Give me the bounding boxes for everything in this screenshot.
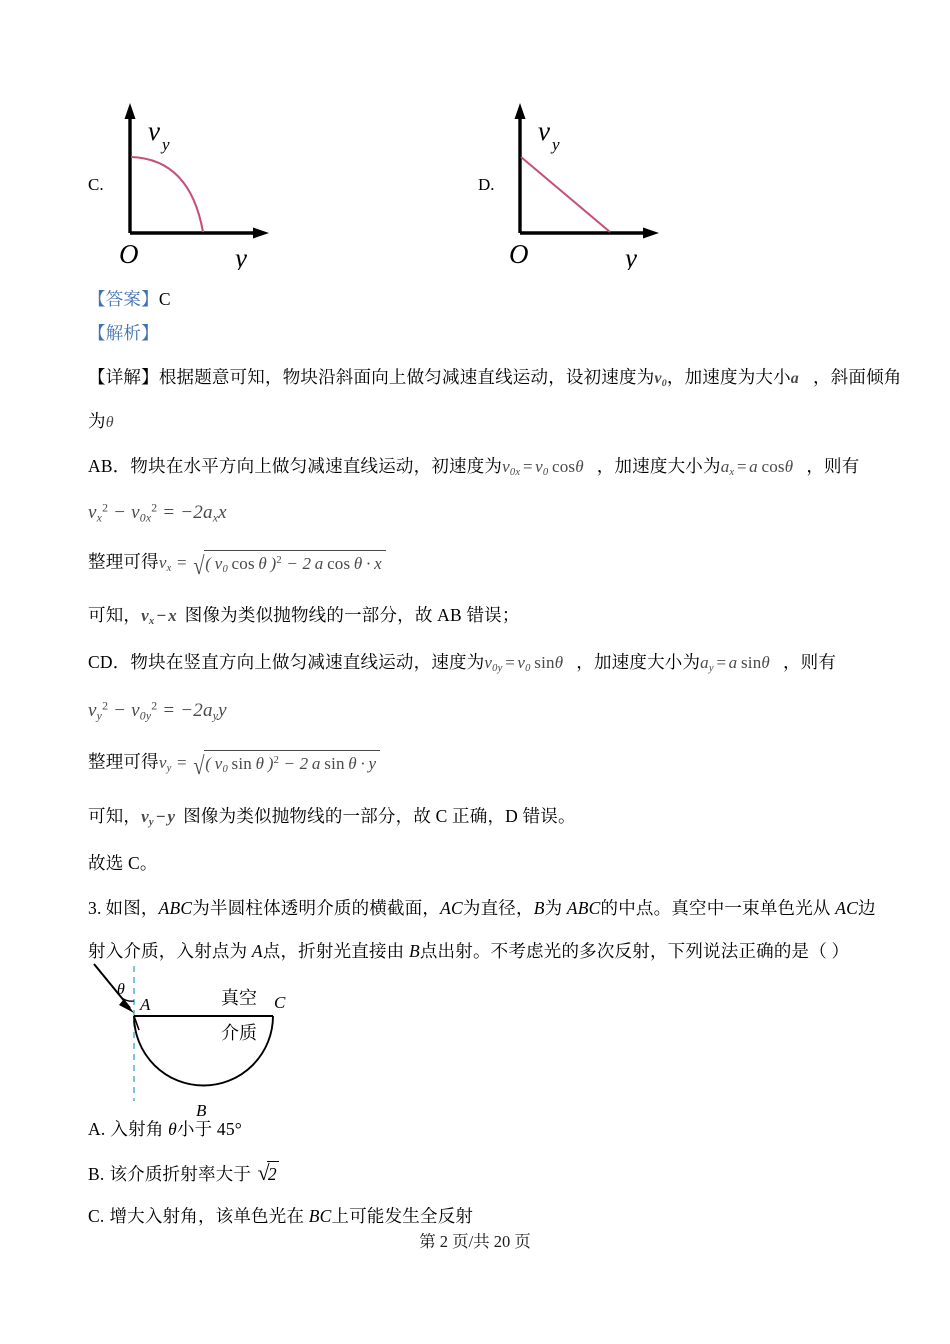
q3-t1c: 为直径， — [462, 898, 534, 918]
answer-line — [88, 288, 171, 312]
cd-text-3: ，则有 — [782, 652, 837, 672]
q3-i2: AC — [440, 898, 463, 918]
ab-conclusion-b: 图像为类似抛物线的一部分，故 AB 错误； — [184, 605, 520, 625]
svg-text:y: y — [235, 243, 247, 270]
question3-line-1 — [88, 897, 876, 921]
analysis-tag: 【解析】 — [88, 323, 159, 343]
ab-conclusion — [88, 604, 520, 629]
option-c-svg — [90, 95, 310, 270]
eq-v0x: $v_{0x}$ = $v_0$ cosθ — [502, 457, 584, 478]
q3-option-c-sym: BC — [308, 1206, 332, 1226]
label-theta: θ — [117, 981, 125, 998]
eq-ax: $a_x$ = a cosθ — [720, 457, 794, 478]
ab-conclusion-a: 可知， — [88, 605, 142, 625]
q3-t1a: 如图， — [105, 898, 159, 918]
q3-t1e: 的中点。真空中一束单色光从 — [600, 898, 836, 918]
label-B: B — [196, 1101, 207, 1120]
q3-option-a-key: A. — [88, 1119, 106, 1139]
ab-tidy-line — [88, 550, 386, 580]
final-choice: 故选 C。 — [88, 853, 158, 873]
eq-vy-y: $v_y$ − y — [141, 807, 176, 828]
ab-text-2: ，加速度大小为 — [596, 456, 721, 476]
label-vacuum: 真空 — [221, 988, 257, 1008]
ab-text-3: ，则有 — [806, 456, 860, 476]
question3-figure — [90, 958, 390, 1123]
q3-i5: AC — [835, 898, 858, 918]
label-C: C — [274, 993, 286, 1012]
q3-option-c[interactable] — [88, 1205, 473, 1229]
answer-value: C — [158, 289, 171, 309]
semicircle-optics-diagram — [90, 958, 390, 1123]
svg-text:y: y — [625, 243, 637, 270]
svg-text:O: O — [119, 239, 139, 269]
svg-text:v: v — [538, 116, 550, 146]
q3-i3: B — [533, 898, 545, 918]
svg-text:y: y — [552, 135, 560, 154]
q3-i4: ABC — [566, 898, 601, 918]
label-A: A — [140, 995, 151, 1014]
ab-formula: $v_x^2 - v_{0x}^2 = -2a_xx$ — [88, 501, 227, 525]
detail-text-1b: ，加速度为大小 — [666, 367, 791, 387]
q3-i7: B — [408, 941, 420, 961]
cd-conclusion-b: 图像为类似抛物线的一部分，故 C 正确，D 错误。 — [183, 806, 576, 826]
option-d-svg — [480, 95, 700, 270]
cd-prefix: CD． — [88, 652, 131, 672]
ab-tidy-label: 整理可得 — [88, 551, 159, 572]
answer-tag: 【答案】 — [88, 289, 159, 309]
q3-option-a-text-b: 小于 45° — [176, 1119, 242, 1139]
detail-text-1a: 根据题意可知，物块沿斜面向上做匀减速直线运动，设初速度为 — [158, 367, 655, 387]
cd-tidy-formula: $v_y$ = √( $v_0$ sin θ )$^2$ − 2 a sin θ · y — [159, 753, 380, 772]
svg-text:v: v — [148, 116, 160, 146]
cd-text-1: 物块在竖直方向上做匀减速直线运动，速度为 — [130, 652, 485, 672]
ab-tidy-formula: $v_x$ = √( $v_0$ cos θ )$^2$ − 2 a cos θ · x — [159, 553, 386, 572]
cd-text-2: ，加速度大小为 — [576, 652, 701, 672]
option-d-label: D. — [478, 175, 495, 194]
option-c-graph — [90, 95, 310, 270]
cd-formula: $v_y^2 - v_{0y}^2 = -2a_yy$ — [88, 699, 227, 723]
q3-t1f: 边 — [857, 898, 876, 918]
cd-tidy-label: 整理可得 — [88, 751, 159, 772]
q3-option-b-radicand: 2 — [267, 1161, 279, 1187]
option-c-label: C. — [88, 175, 104, 194]
svg-text:O: O — [509, 239, 529, 269]
eq-theta: θ — [105, 414, 114, 431]
detail-text-1c: ，斜面倾角 — [813, 367, 902, 387]
q3-option-c-text-b: 上可能发生全反射 — [331, 1206, 474, 1226]
label-medium: 介质 — [221, 1023, 257, 1043]
eq-ay: $a_y$ = a sinθ — [700, 653, 770, 674]
q3-i1: ABC — [158, 898, 193, 918]
q3-i6: A — [251, 941, 263, 961]
q3-option-b[interactable] — [88, 1161, 279, 1187]
q3-t1b: 为半圆柱体透明介质的横截面， — [192, 898, 441, 918]
ab-analysis-line — [88, 455, 859, 480]
eq-v0y: $v_{0y}$ = $v_0$ sinθ — [484, 653, 564, 674]
question3-number: 3. — [88, 898, 102, 918]
option-d-graph — [480, 95, 700, 270]
sqrt-2-symbol: √2 — [257, 1161, 277, 1185]
q3-option-a-sym: θ — [168, 1119, 177, 1139]
q3-t2c: 点出射。不考虑光的多次反射，下列说法正确的是（ ） — [419, 941, 850, 961]
cd-conclusion-a: 可知， — [88, 806, 142, 826]
q3-t2a: 射入介质，入射点为 — [88, 941, 252, 961]
cd-conclusion — [88, 805, 576, 830]
svg-text:y: y — [162, 135, 170, 154]
q3-option-b-key: B. — [88, 1164, 105, 1184]
q3-option-c-text-a: 增大入射角，该单色光在 — [109, 1206, 309, 1226]
q3-option-b-text-a: 该介质折射率大于 — [109, 1164, 256, 1184]
q3-option-a[interactable] — [88, 1118, 242, 1142]
detail-line-2 — [88, 410, 114, 434]
cd-tidy-line — [88, 750, 380, 780]
eq-v0: $v_0$ — [654, 370, 667, 389]
q3-option-a-text-a: 入射角 — [110, 1119, 169, 1139]
eq-vx-x: $v_x$ − x — [141, 606, 177, 627]
detail-line-1 — [88, 366, 902, 390]
ab-prefix: AB． — [88, 456, 131, 476]
detail-tag: 【详解】 — [88, 367, 159, 387]
ab-text-1: 物块在水平方向上做匀减速直线运动，初速度为 — [130, 456, 503, 476]
detail-text-2a: 为 — [88, 411, 106, 431]
q3-t2b: 点，折射光直接由 — [262, 941, 409, 961]
page-footer: 第 2 页/共 20 页 — [419, 1232, 531, 1251]
eq-a: a — [790, 370, 799, 387]
q3-t1d: 为 — [544, 898, 567, 918]
q3-option-c-key: C. — [88, 1206, 105, 1226]
cd-analysis-line — [88, 651, 836, 676]
